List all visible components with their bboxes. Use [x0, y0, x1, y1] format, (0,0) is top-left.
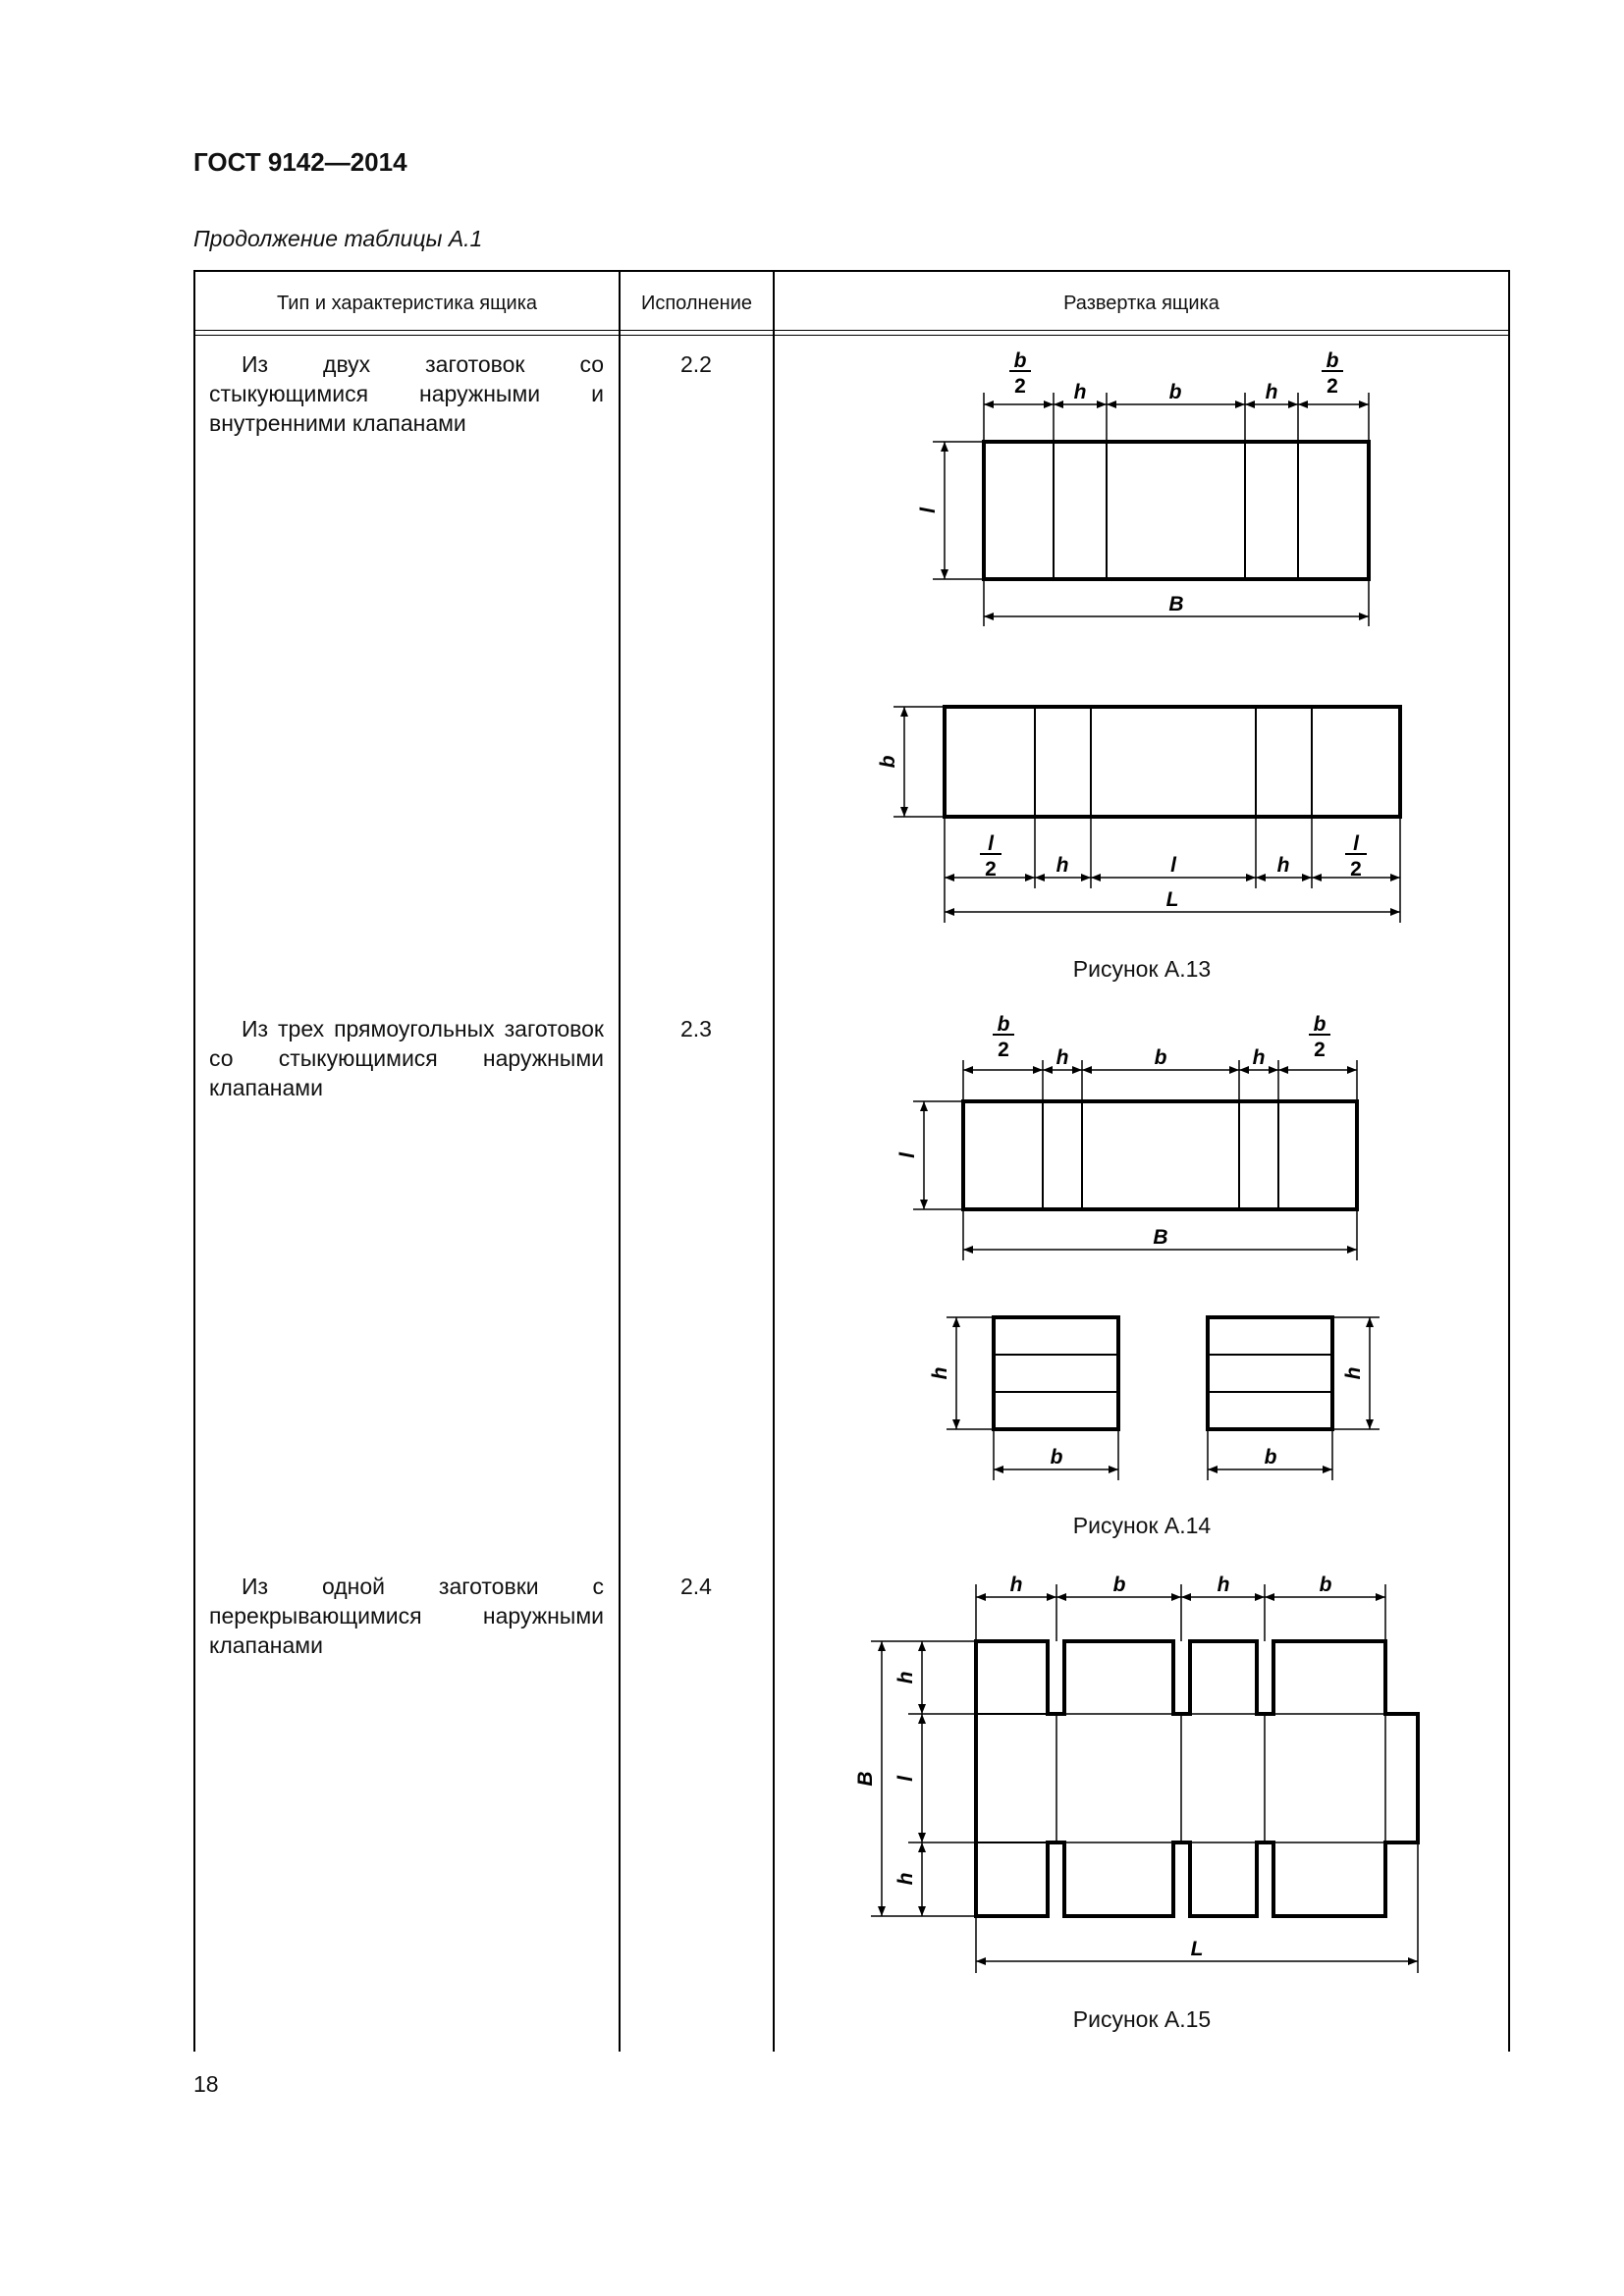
row-variant: 2.3	[680, 1016, 712, 1041]
figure-caption: Рисунок А.14	[1072, 1513, 1212, 1538]
dimension-lines	[945, 404, 1369, 616]
dim-label-h: h	[1265, 381, 1278, 403]
dim-label-half-denominator: 2	[1350, 858, 1362, 881]
page-number: 18	[193, 2071, 219, 2097]
dim-label-b: b	[1112, 1574, 1126, 1596]
dim-label-b-half-numerator: b	[1313, 1013, 1326, 1036]
figure-a14-side-panels	[947, 1317, 1380, 1480]
dim-label-B: B	[854, 1771, 877, 1787]
dim-label-h: h	[1342, 1366, 1365, 1380]
dim-label-b-half-numerator: b	[1013, 349, 1027, 372]
dim-label-b: b	[1319, 1574, 1332, 1596]
dim-label-L: L	[1190, 1938, 1204, 1960]
dim-label-h: h	[894, 1872, 917, 1886]
figure-a14-top-blank	[913, 1035, 1357, 1260]
dim-label-b: b	[1264, 1446, 1277, 1468]
dim-label-h: h	[1056, 1046, 1069, 1069]
dim-label-h: h	[1252, 1046, 1266, 1069]
dim-label-b: b	[1154, 1046, 1167, 1069]
figure-caption: Рисунок А.15	[1072, 2006, 1212, 2032]
figure-a15-blank	[871, 1584, 1418, 1973]
dim-label-b-half-numerator: b	[997, 1013, 1010, 1036]
dim-label-b-half-numerator: b	[1326, 349, 1339, 372]
dim-label-L: L	[1165, 888, 1179, 911]
dim-label-b: b	[1168, 381, 1182, 403]
dim-label-l: l	[894, 1776, 917, 1782]
dim-label-h: h	[1073, 381, 1087, 403]
row-description: Из одной заготовки с перекрывающимися наружными клапанами	[209, 1574, 604, 1658]
column-header-layout: Развертка ящика	[1063, 292, 1219, 314]
row-variant: 2.4	[680, 1574, 712, 1599]
dim-label-B: B	[1153, 1226, 1168, 1249]
dim-label-half-denominator: 2	[998, 1039, 1009, 1061]
row-variant: 2.2	[680, 351, 712, 377]
column-header-variant: Исполнение	[640, 292, 753, 314]
column-header-type: Тип и характеристика ящика	[276, 292, 538, 314]
figure-a13-top-blank	[933, 371, 1369, 626]
dimension-labels	[854, 349, 1365, 1960]
dim-label-half-denominator: 2	[985, 858, 997, 881]
dim-label-h: h	[894, 1671, 917, 1684]
dim-label-half-denominator: 2	[1326, 375, 1338, 398]
figure-caption: Рисунок А.13	[1072, 956, 1212, 982]
dim-label-h: h	[929, 1366, 951, 1380]
dim-label-h: h	[1276, 854, 1290, 877]
table-caption: Продолжение таблицы А.1	[193, 226, 483, 251]
dim-label-B: B	[1168, 593, 1184, 615]
row-description: Из трех прямоугольных заготовок со стыкующимися наружными клапанами	[209, 1016, 604, 1100]
dim-label-half-denominator: 2	[1314, 1039, 1326, 1061]
dim-label-b: b	[1050, 1446, 1063, 1468]
document-code: ГОСТ 9142—2014	[193, 147, 407, 177]
figure-a13-bottom-blank	[893, 707, 1400, 923]
dim-label-l-half-numerator: l	[1353, 832, 1359, 855]
dim-label-l-half-numerator: l	[988, 832, 994, 855]
dim-label-l: l	[917, 507, 940, 513]
dim-label-h: h	[1009, 1574, 1023, 1596]
dim-label-l: l	[1170, 854, 1176, 877]
dim-label-h: h	[1217, 1574, 1230, 1596]
dim-label-half-denominator: 2	[1014, 375, 1026, 398]
dim-label-h: h	[1056, 854, 1069, 877]
dim-label-l: l	[896, 1152, 919, 1158]
dim-label-b: b	[877, 755, 899, 769]
row-description: Из двух заготовок со стыкующимися наружными и внутренними клапанами	[209, 351, 604, 436]
